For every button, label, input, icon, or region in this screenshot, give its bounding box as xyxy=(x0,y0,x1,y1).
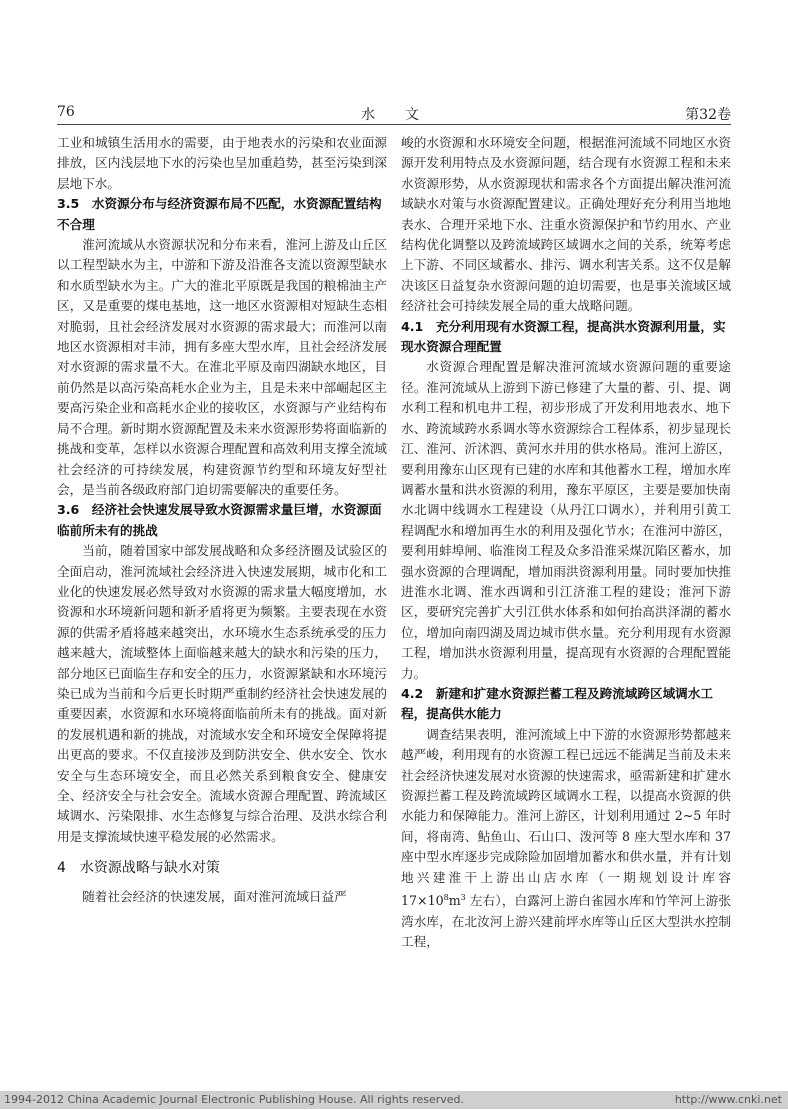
website-link[interactable]: http://www.cnki.net xyxy=(674,1093,782,1106)
copyright-notice: 1994-2012 China Academic Journal Electronic Publishing House. All rights reserved. xyxy=(4,1093,465,1106)
right-column xyxy=(401,133,731,952)
paragraph-text: 左右），白露河上游白雀园水库和竹竿河上游张湾水库，在北汝河上游兴建前坪水库等山丘区大型洪水控制工程， xyxy=(401,893,731,950)
journal-name: 水 文 xyxy=(361,107,427,123)
exponent: 3 xyxy=(460,893,466,903)
paragraph: 淮河流域从水资源状况和分布来看，淮河上游及山丘区以工程型缺水为主，中游和下游及沿淮各支流以资源型缺水和水质型缺水为主。广大的淮北平原既是我国的粮棉油主产区，又是重要的煤电基地，这一地区水资源相对短缺生态相对脆弱，且社会经济发展对水资源的需求最大；而淮河以南地区水资源相对丰沛，拥有多座大型水库，且社会经济发展对水资源的需求量不大。在淮北平原及南四湖缺水地区，目前仍然是以高污染高耗水企业为主，且是未来中部崛起区主要高污染企业和高耗水企业的接收区，水资源与产业结构布局不合理。新时期水资源配置及未来水资源形势将面临新的挑战和变革，怎样以水资源合理配置和高效利用支撑全流域社会经济的可持续发展，构建资源节约型和环境友好型社会，是当前各级政府部门迫切需要解决的重要任务。 xyxy=(57,237,387,497)
paragraph: 工业和城镇生活用水的需要，由于地表水的污染和农业面源排放，区内浅层地下水的污染也呈加重趋势，甚至污染到深层地下水。 xyxy=(57,135,387,191)
paragraph: 峻的水资源和水环境安全问题，根据淮河流域不同地区水资源开发利用特点及水资源问题，结合现有水资源工程和未来水资源形势，从水资源现状和需求各个方面提出解决淮河流域缺水对策与水资源配置建议。正确处理好充分利用当地地表水、合理开采地下水、注重水资源保护和节约用水、产业结构优化调整以及跨流域跨区域调水之间的关系，统筹考虑上下游、不同区域蓄水、排污、调水利害关系。这不仅是解决该区日益复杂水资源问题的迫切需要，也是事关流域区域经济社会可持续发展全局的重大战略问题。 xyxy=(401,135,731,314)
left-column xyxy=(57,133,387,908)
paragraph: 水资源合理配置是解决淮河流域水资源问题的重要途径。淮河流域从上游到下游已修建了大量的蓄、引、提、调水利工程和机电井工程，初步形成了开发利用地表水、地下水、跨流域跨水系调水等水资源综合工程体系，初步显现长江、淮河、沂沭泗、黄河水并用的供水格局。淮河上游区，要利用豫东山区现有已建的水库和其他蓄水工程，增加水库调蓄水量和洪水资源的利用，豫东平原区，主要是要加快南水北调中线调水工程建设（从丹江口调水），并利用引黄工程调配水和增加再生水的利用及强化节水；在淮河中游区，要利用蚌埠闸、临淮岗工程及众多沿淮采煤沉陷区蓄水，加强水资源的合理调配，增加雨洪资源利用量。同时要加快推进淮水北调、淮水西调和引江济淮工程的建设；淮河下游区，要研究完善扩大引江供水体系和如何抬高洪泽湖的蓄水位，增加向南四湖及周边城市供水量。充分利用现有水资源工程，增加洪水资源利用量，提高现有水资源的合理配置能力。 xyxy=(401,359,731,681)
paragraph: 当前，随着国家中部发展战略和众多经济圈及试验区的全面启动，淮河流域社会经济进入快速发展期，城市化和工业化的快速发展必然导致对水资源的需求量大幅度增加，水资源和水环境新问题和新矛盾将更为频繁。主要表现在水资源的供需矛盾将越来越突出，水环境水生态系统承受的压力越来越大，流域整体上面临越来越大的缺水和污染的压力，部分地区已面临生存和安全的压力，水资源紧缺和水环境污染已成为当前和今后更长时期严重制约经济社会快速发展的重要因素，水资源和水环境将面临前所未有的挑战。面对新的发展机遇和新的挑战，对流域水安全和环境安全保障将提出更高的要求。不仅直接涉及到防洪安全、供水安全、饮水安全与生态环境安全，而且必然关系到粮食安全、健康安全、经济安全与社会安全。流域水资源合理配置、跨流域区域调水、污染限排、水生态修复与综合治理、及洪水综合利用是支撑流域快速平稳发展的必然需求。 xyxy=(57,543,387,844)
paragraph: 随着社会经济的快速发展，面对淮河流域日益严 xyxy=(82,889,347,905)
exponent: 8 xyxy=(443,893,449,903)
section-heading-3-6: 3.6 经济社会快速发展导致水资源需求量巨增，水资源面临前所未有的挑战 xyxy=(57,502,382,538)
chapter-heading-4: 4 水资源战略与缺水对策 xyxy=(57,860,220,877)
copyright-footer xyxy=(0,1091,788,1109)
header-rule xyxy=(57,124,731,125)
section-heading-3-5: 3.5 水资源分布与经济资源布局不匹配，水资源配置结构不合理 xyxy=(57,196,382,232)
running-header xyxy=(57,104,731,124)
section-heading-4-1: 4.1 充分利用现有水资源工程，提高洪水资源利用量，实现水资源合理配置 xyxy=(401,318,726,355)
unit: m xyxy=(448,893,461,909)
paragraph xyxy=(401,725,731,953)
paragraph-text: 调查结果表明，淮河流域上中下游的水资源形势都越来越严峻，利用现有的水资源工程已远远不能满足当前及未来社会经济快速发展对水资源的快速需求，亟需新建和扩建水资源拦蓄工程及跨流域跨区域调水工程，以提高水资源的供水能力和保障能力。淮河上游区，计划利用通过 2~5 年时间，将南湾、鲇鱼山、石山口、泼河等 8 座大型水库和 37 座中型水库逐步完成除险加固增加蓄水和供水量，并有计划地兴建淮干上游出山店水库（一期规划设计库容 17×10 xyxy=(401,726,731,909)
volume-number: 第32卷 xyxy=(685,107,731,123)
section-heading-4-2: 4.2 新建和扩建水资源拦蓄工程及跨流域跨区域调水工程，提高供水能力 xyxy=(401,685,713,722)
page-number: 76 xyxy=(57,104,75,120)
